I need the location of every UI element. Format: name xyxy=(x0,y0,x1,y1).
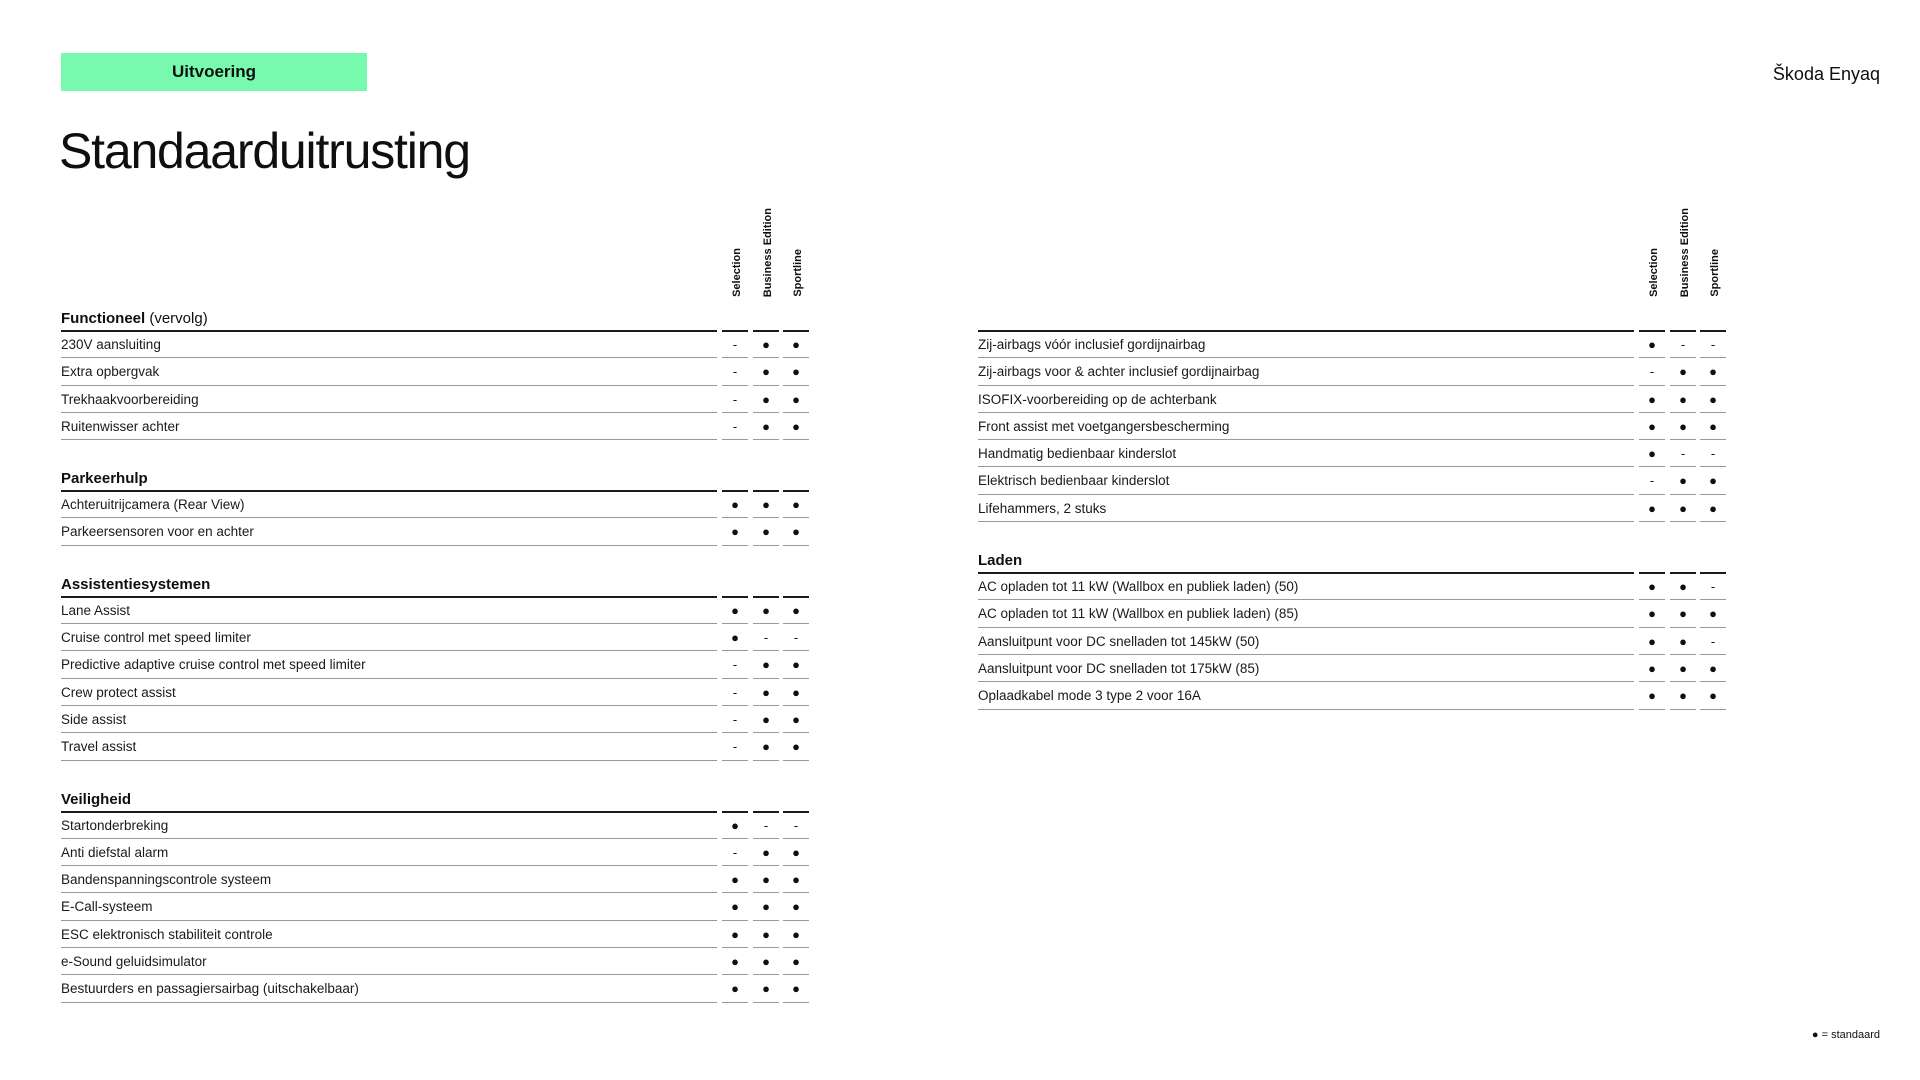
table-row xyxy=(978,574,1728,601)
row-label: Side assist xyxy=(61,707,717,733)
cell-business-edition: ● xyxy=(1670,629,1696,655)
cell-selection: - xyxy=(722,840,748,866)
cell-business-edition: ● xyxy=(753,492,779,518)
cell-sportline: ● xyxy=(783,867,809,893)
column-headers xyxy=(978,205,1728,297)
section-header xyxy=(61,574,811,598)
section-title xyxy=(61,576,717,598)
section-title xyxy=(61,310,717,332)
cell-sportline: ● xyxy=(1700,387,1726,413)
cell-business-edition: ● xyxy=(753,840,779,866)
section-title-text: Veiligheid xyxy=(61,790,132,808)
row-label: Achteruitrijcamera (Rear View) xyxy=(61,492,717,518)
cell-sportline: ● xyxy=(783,840,809,866)
row-label: Ruitenwisser achter xyxy=(61,414,717,440)
section-laden xyxy=(978,550,1728,710)
row-label: Aansluitpunt voor DC snelladen tot 175kW (85) xyxy=(978,656,1634,682)
cell-selection: - xyxy=(722,734,748,760)
table-row xyxy=(978,387,1728,414)
section-title-text: Parkeerhulp xyxy=(61,470,148,488)
legend: ● = standaard xyxy=(1811,1029,1880,1041)
table-row xyxy=(978,441,1728,468)
cell-business-edition: ● xyxy=(753,598,779,624)
table-row xyxy=(61,359,811,386)
section-title-text: Functioneel xyxy=(61,310,146,327)
cell-business-edition: ● xyxy=(753,359,779,385)
row-label: Handmatig bedienbaar kinderslot xyxy=(978,441,1634,467)
row-label: Startonderbreking xyxy=(61,813,717,839)
table-row xyxy=(978,601,1728,628)
cell-business-edition: ● xyxy=(753,707,779,733)
cell-sportline: ● xyxy=(783,519,809,545)
cell-business-edition: ● xyxy=(753,922,779,948)
section-continued xyxy=(978,308,1728,523)
cell-business-edition: ● xyxy=(1670,414,1696,440)
section-title-text: Assistentiesystemen xyxy=(61,575,211,593)
cell-sportline: - xyxy=(783,813,809,839)
cell-business-edition: - xyxy=(1670,332,1696,358)
cell-sportline: ● xyxy=(783,680,809,706)
cell-business-edition: ● xyxy=(753,976,779,1002)
table-row xyxy=(61,840,811,867)
row-label: Parkeersensoren voor en achter xyxy=(61,519,717,545)
section-title xyxy=(61,791,717,813)
cell-sportline: ● xyxy=(1700,359,1726,385)
column-header-selection xyxy=(722,205,752,297)
section-header xyxy=(61,308,811,332)
cell-sportline: - xyxy=(1700,629,1726,655)
cell-selection: ● xyxy=(1639,332,1665,358)
cell-business-edition: ● xyxy=(753,894,779,920)
row-label: Zij-airbags voor & achter inclusief gordijnairbag xyxy=(978,359,1634,385)
cell-selection: ● xyxy=(1639,387,1665,413)
column-header-sportline xyxy=(1700,205,1730,297)
cell-selection: ● xyxy=(722,949,748,975)
table-row xyxy=(61,813,811,840)
section-parkeerhulp xyxy=(61,468,811,547)
cell-selection: - xyxy=(1639,468,1665,494)
row-label: AC opladen tot 11 kW (Wallbox en publiek laden) (85) xyxy=(978,601,1634,627)
cell-selection: - xyxy=(722,359,748,385)
cell-business-edition: ● xyxy=(1670,468,1696,494)
cell-sportline: ● xyxy=(783,387,809,413)
cell-selection: - xyxy=(722,707,748,733)
cell-sportline: ● xyxy=(783,976,809,1002)
table-row xyxy=(61,652,811,679)
row-label: Anti diefstal alarm xyxy=(61,840,717,866)
row-label: Elektrisch bedienbaar kinderslot xyxy=(978,468,1634,494)
cell-sportline: ● xyxy=(1700,683,1726,709)
column-header-business-edition xyxy=(1670,205,1700,297)
section-title-suffix: (vervolg) xyxy=(145,310,208,327)
cell-selection: ● xyxy=(1639,601,1665,627)
row-label: ESC elektronisch stabiliteit controle xyxy=(61,922,717,948)
cell-sportline: ● xyxy=(783,922,809,948)
section-title xyxy=(61,470,717,492)
section-veiligheid xyxy=(61,789,811,1004)
column-header-label: Sportline xyxy=(1709,249,1721,297)
cell-selection: - xyxy=(1639,359,1665,385)
row-label: E-Call-systeem xyxy=(61,894,717,920)
cell-sportline: ● xyxy=(783,359,809,385)
cell-selection: ● xyxy=(722,598,748,624)
cell-selection: - xyxy=(722,332,748,358)
cell-selection: - xyxy=(722,387,748,413)
row-label: Travel assist xyxy=(61,734,717,760)
row-label: Trekhaakvoorbereiding xyxy=(61,387,717,413)
table-row xyxy=(978,629,1728,656)
right-sections xyxy=(978,308,1728,738)
table-row xyxy=(61,414,811,441)
row-label: Oplaadkabel mode 3 type 2 voor 16A xyxy=(978,683,1634,709)
cell-business-edition: ● xyxy=(753,680,779,706)
cell-business-edition: ● xyxy=(1670,683,1696,709)
cell-business-edition: ● xyxy=(1670,359,1696,385)
row-label: Bandenspanningscontrole systeem xyxy=(61,867,717,893)
cell-selection: ● xyxy=(1639,441,1665,467)
page-title: Standaarduitrusting xyxy=(59,123,470,179)
column-header-label: Selection xyxy=(1648,248,1660,297)
row-label: Lifehammers, 2 stuks xyxy=(978,496,1634,522)
table-row xyxy=(61,625,811,652)
cell-selection: ● xyxy=(722,894,748,920)
cell-selection: ● xyxy=(1639,656,1665,682)
cell-sportline: ● xyxy=(783,707,809,733)
section-assistentiesystemen xyxy=(61,574,811,762)
cell-business-edition: ● xyxy=(753,652,779,678)
cell-sportline: ● xyxy=(783,652,809,678)
section-title xyxy=(978,310,1634,332)
column-header-sportline xyxy=(783,205,813,297)
cell-business-edition: ● xyxy=(753,332,779,358)
table-row xyxy=(978,414,1728,441)
cell-business-edition: - xyxy=(1670,441,1696,467)
cell-sportline: ● xyxy=(783,598,809,624)
cell-selection: - xyxy=(722,680,748,706)
table-row xyxy=(61,598,811,625)
cell-selection: ● xyxy=(722,625,748,651)
cell-selection: ● xyxy=(722,492,748,518)
row-label: e-Sound geluidsimulator xyxy=(61,949,717,975)
cell-business-edition: ● xyxy=(1670,496,1696,522)
section-title-text: Laden xyxy=(978,552,1023,570)
row-label: Lane Assist xyxy=(61,598,717,624)
row-label: Cruise control met speed limiter xyxy=(61,625,717,651)
table-row xyxy=(978,683,1728,710)
table-row xyxy=(61,492,811,519)
table-row xyxy=(978,496,1728,523)
cell-sportline: ● xyxy=(1700,656,1726,682)
brand-name: Škoda Enyaq xyxy=(1772,64,1880,84)
table-row xyxy=(978,332,1728,359)
section-header xyxy=(61,789,811,813)
cell-business-edition: ● xyxy=(753,949,779,975)
cell-sportline: ● xyxy=(783,949,809,975)
column-headers xyxy=(61,205,811,297)
cell-selection: ● xyxy=(722,519,748,545)
cell-sportline: ● xyxy=(783,332,809,358)
section-header xyxy=(978,308,1728,332)
cell-sportline: ● xyxy=(783,734,809,760)
cell-business-edition: ● xyxy=(1670,574,1696,600)
cell-business-edition: - xyxy=(753,625,779,651)
row-label: Bestuurders en passagiersairbag (uitschakelbaar) xyxy=(61,976,717,1002)
cell-selection: ● xyxy=(722,813,748,839)
left-sections xyxy=(61,308,811,1031)
table-row xyxy=(61,734,811,761)
table-row xyxy=(61,387,811,414)
cell-selection: ● xyxy=(1639,683,1665,709)
column-header-label: Selection xyxy=(731,248,743,297)
cell-business-edition: ● xyxy=(1670,387,1696,413)
cell-business-edition: ● xyxy=(1670,656,1696,682)
table-row xyxy=(61,922,811,949)
cell-business-edition: - xyxy=(753,813,779,839)
cell-sportline: ● xyxy=(1700,414,1726,440)
row-label: Crew protect assist xyxy=(61,680,717,706)
row-label: 230V aansluiting xyxy=(61,332,717,358)
section-functioneel xyxy=(61,308,811,441)
cell-sportline: ● xyxy=(1700,496,1726,522)
table-row xyxy=(978,359,1728,386)
cell-business-edition: ● xyxy=(753,519,779,545)
section-header xyxy=(61,468,811,492)
cell-selection: ● xyxy=(722,867,748,893)
table-row xyxy=(61,707,811,734)
row-label: ISOFIX-voorbereiding op de achterbank xyxy=(978,387,1634,413)
cell-sportline: - xyxy=(1700,441,1726,467)
table-row xyxy=(61,894,811,921)
column-header-business-edition xyxy=(753,205,783,297)
column-header-label: Business Edition xyxy=(1679,207,1691,297)
cell-sportline: - xyxy=(783,625,809,651)
cell-business-edition: ● xyxy=(753,387,779,413)
section-title xyxy=(978,552,1634,574)
table-row xyxy=(978,656,1728,683)
table-row xyxy=(61,949,811,976)
cell-sportline: - xyxy=(1700,332,1726,358)
column-header-label: Business Edition xyxy=(762,207,774,297)
cell-business-edition: ● xyxy=(753,414,779,440)
table-row xyxy=(61,867,811,894)
cell-sportline: ● xyxy=(783,894,809,920)
cell-business-edition: ● xyxy=(1670,601,1696,627)
row-label: Extra opbergvak xyxy=(61,359,717,385)
row-label: AC opladen tot 11 kW (Wallbox en publiek laden) (50) xyxy=(978,574,1634,600)
column-header-label: Sportline xyxy=(792,249,804,297)
cell-selection: - xyxy=(722,414,748,440)
cell-selection: - xyxy=(722,652,748,678)
cell-selection: ● xyxy=(722,976,748,1002)
row-label: Predictive adaptive cruise control met speed limiter xyxy=(61,652,717,678)
cell-selection: ● xyxy=(1639,414,1665,440)
table-row xyxy=(61,680,811,707)
table-row xyxy=(61,519,811,546)
cell-sportline: ● xyxy=(783,414,809,440)
table-row xyxy=(61,332,811,359)
cell-sportline: ● xyxy=(783,492,809,518)
cell-selection: ● xyxy=(1639,629,1665,655)
column-header-selection xyxy=(1639,205,1669,297)
cell-business-edition: ● xyxy=(753,867,779,893)
cell-selection: ● xyxy=(1639,496,1665,522)
row-label: Zij-airbags vóór inclusief gordijnairbag xyxy=(978,332,1634,358)
cell-sportline: - xyxy=(1700,574,1726,600)
cell-selection: ● xyxy=(1639,574,1665,600)
cell-sportline: ● xyxy=(1700,468,1726,494)
cell-business-edition: ● xyxy=(753,734,779,760)
cell-sportline: ● xyxy=(1700,601,1726,627)
row-label: Front assist met voetgangersbescherming xyxy=(978,414,1634,440)
table-row xyxy=(61,976,811,1003)
cell-selection: ● xyxy=(722,922,748,948)
row-label: Aansluitpunt voor DC snelladen tot 145kW (50) xyxy=(978,629,1634,655)
section-header xyxy=(978,550,1728,574)
table-row xyxy=(978,468,1728,495)
section-tag: Uitvoering xyxy=(61,53,367,91)
